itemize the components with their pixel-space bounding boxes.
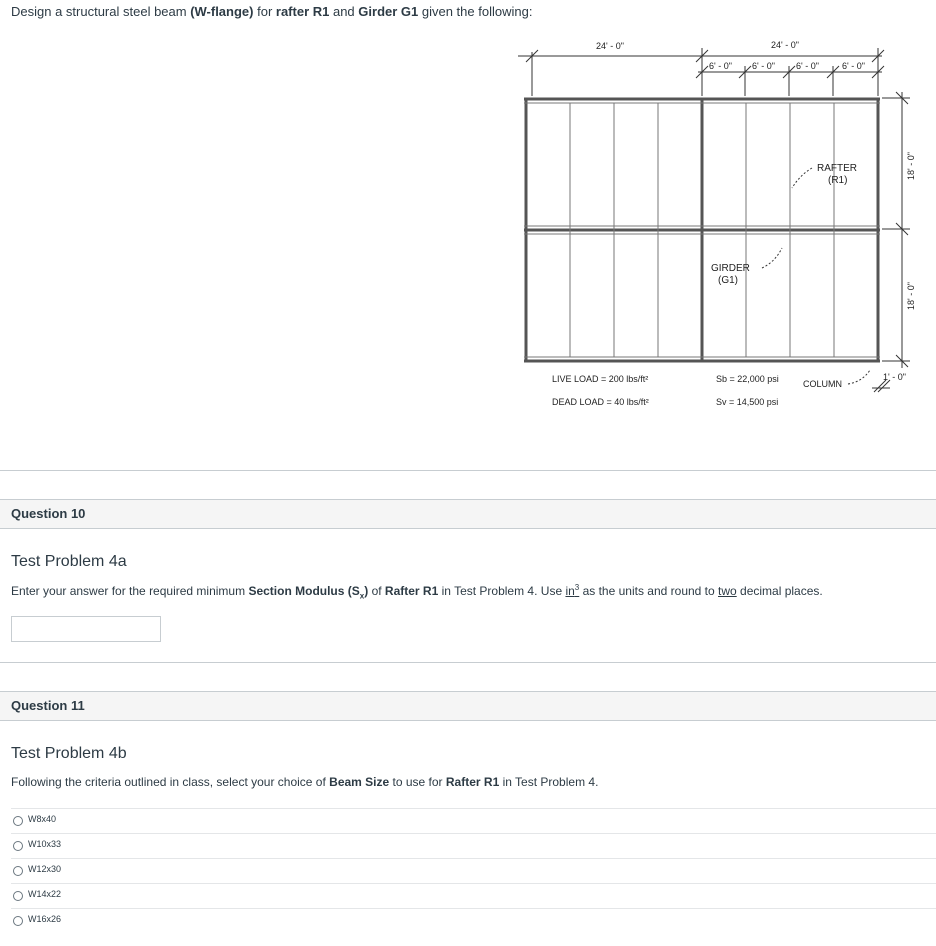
dim-left-top: 24' - 0" xyxy=(596,41,624,51)
radio-button[interactable] xyxy=(13,916,23,926)
girder-label: GIRDER xyxy=(711,263,750,274)
radio-button[interactable] xyxy=(13,816,23,826)
divider xyxy=(0,662,936,663)
rafter-label: RAFTER xyxy=(817,163,857,174)
question-11-prompt: Following the criteria outlined in class, select your choice of Beam Size to use for Rafter R1 in Test Problem 4. xyxy=(11,775,599,789)
radio-button[interactable] xyxy=(13,841,23,851)
option-w10x33[interactable]: W10x33 xyxy=(11,833,936,858)
question-10-title: Test Problem 4a xyxy=(11,553,127,570)
sb-value: Sb = 22,000 psi xyxy=(716,374,779,384)
dim-sub-4: 6' - 0" xyxy=(842,61,865,71)
dead-load: DEAD LOAD = 40 lbs/ft² xyxy=(552,397,649,407)
option-w8x40[interactable]: W8x40 xyxy=(11,808,936,833)
option-w16x26[interactable]: W16x26 xyxy=(11,908,936,933)
option-w14x22[interactable]: W14x22 xyxy=(11,883,936,908)
radio-button[interactable] xyxy=(13,866,23,876)
dim-overhang: 1' - 0" xyxy=(883,372,906,382)
dim-right-lower: 18' - 0" xyxy=(906,282,916,310)
rafter-id: (R1) xyxy=(828,175,848,186)
dim-sub-2: 6' - 0" xyxy=(752,61,775,71)
sv-value: Sv = 14,500 psi xyxy=(716,397,779,407)
section-modulus-input[interactable] xyxy=(11,616,161,642)
framing-plan-diagram xyxy=(0,0,936,470)
question-10-header: Question 10 xyxy=(0,499,936,529)
girder-id: (G1) xyxy=(718,275,738,286)
intro-text: Design a structural steel beam (W-flange) for rafter R1 and Girder G1 given the following: xyxy=(11,4,533,19)
dim-sub-1: 6' - 0" xyxy=(709,61,732,71)
column-label: COLUMN xyxy=(803,379,843,389)
divider xyxy=(0,470,936,471)
radio-button[interactable] xyxy=(13,891,23,901)
question-10-prompt: Enter your answer for the required minimum Section Modulus $(S_x)$ of Rafter R1 in Test Problem 4. Use $in^3$ as the units and round to two decimal places. xyxy=(11,583,823,601)
question-11-header: Question 11 xyxy=(0,691,936,721)
live-load: LIVE LOAD = 200 lbs/ft² xyxy=(552,374,649,384)
option-w12x30[interactable]: W12x30 xyxy=(11,858,936,883)
dim-sub-3: 6' - 0" xyxy=(796,61,819,71)
dim-right-upper: 18' - 0" xyxy=(906,152,916,180)
dim-right-top: 24' - 0" xyxy=(771,40,799,50)
question-11-title: Test Problem 4b xyxy=(11,745,127,762)
